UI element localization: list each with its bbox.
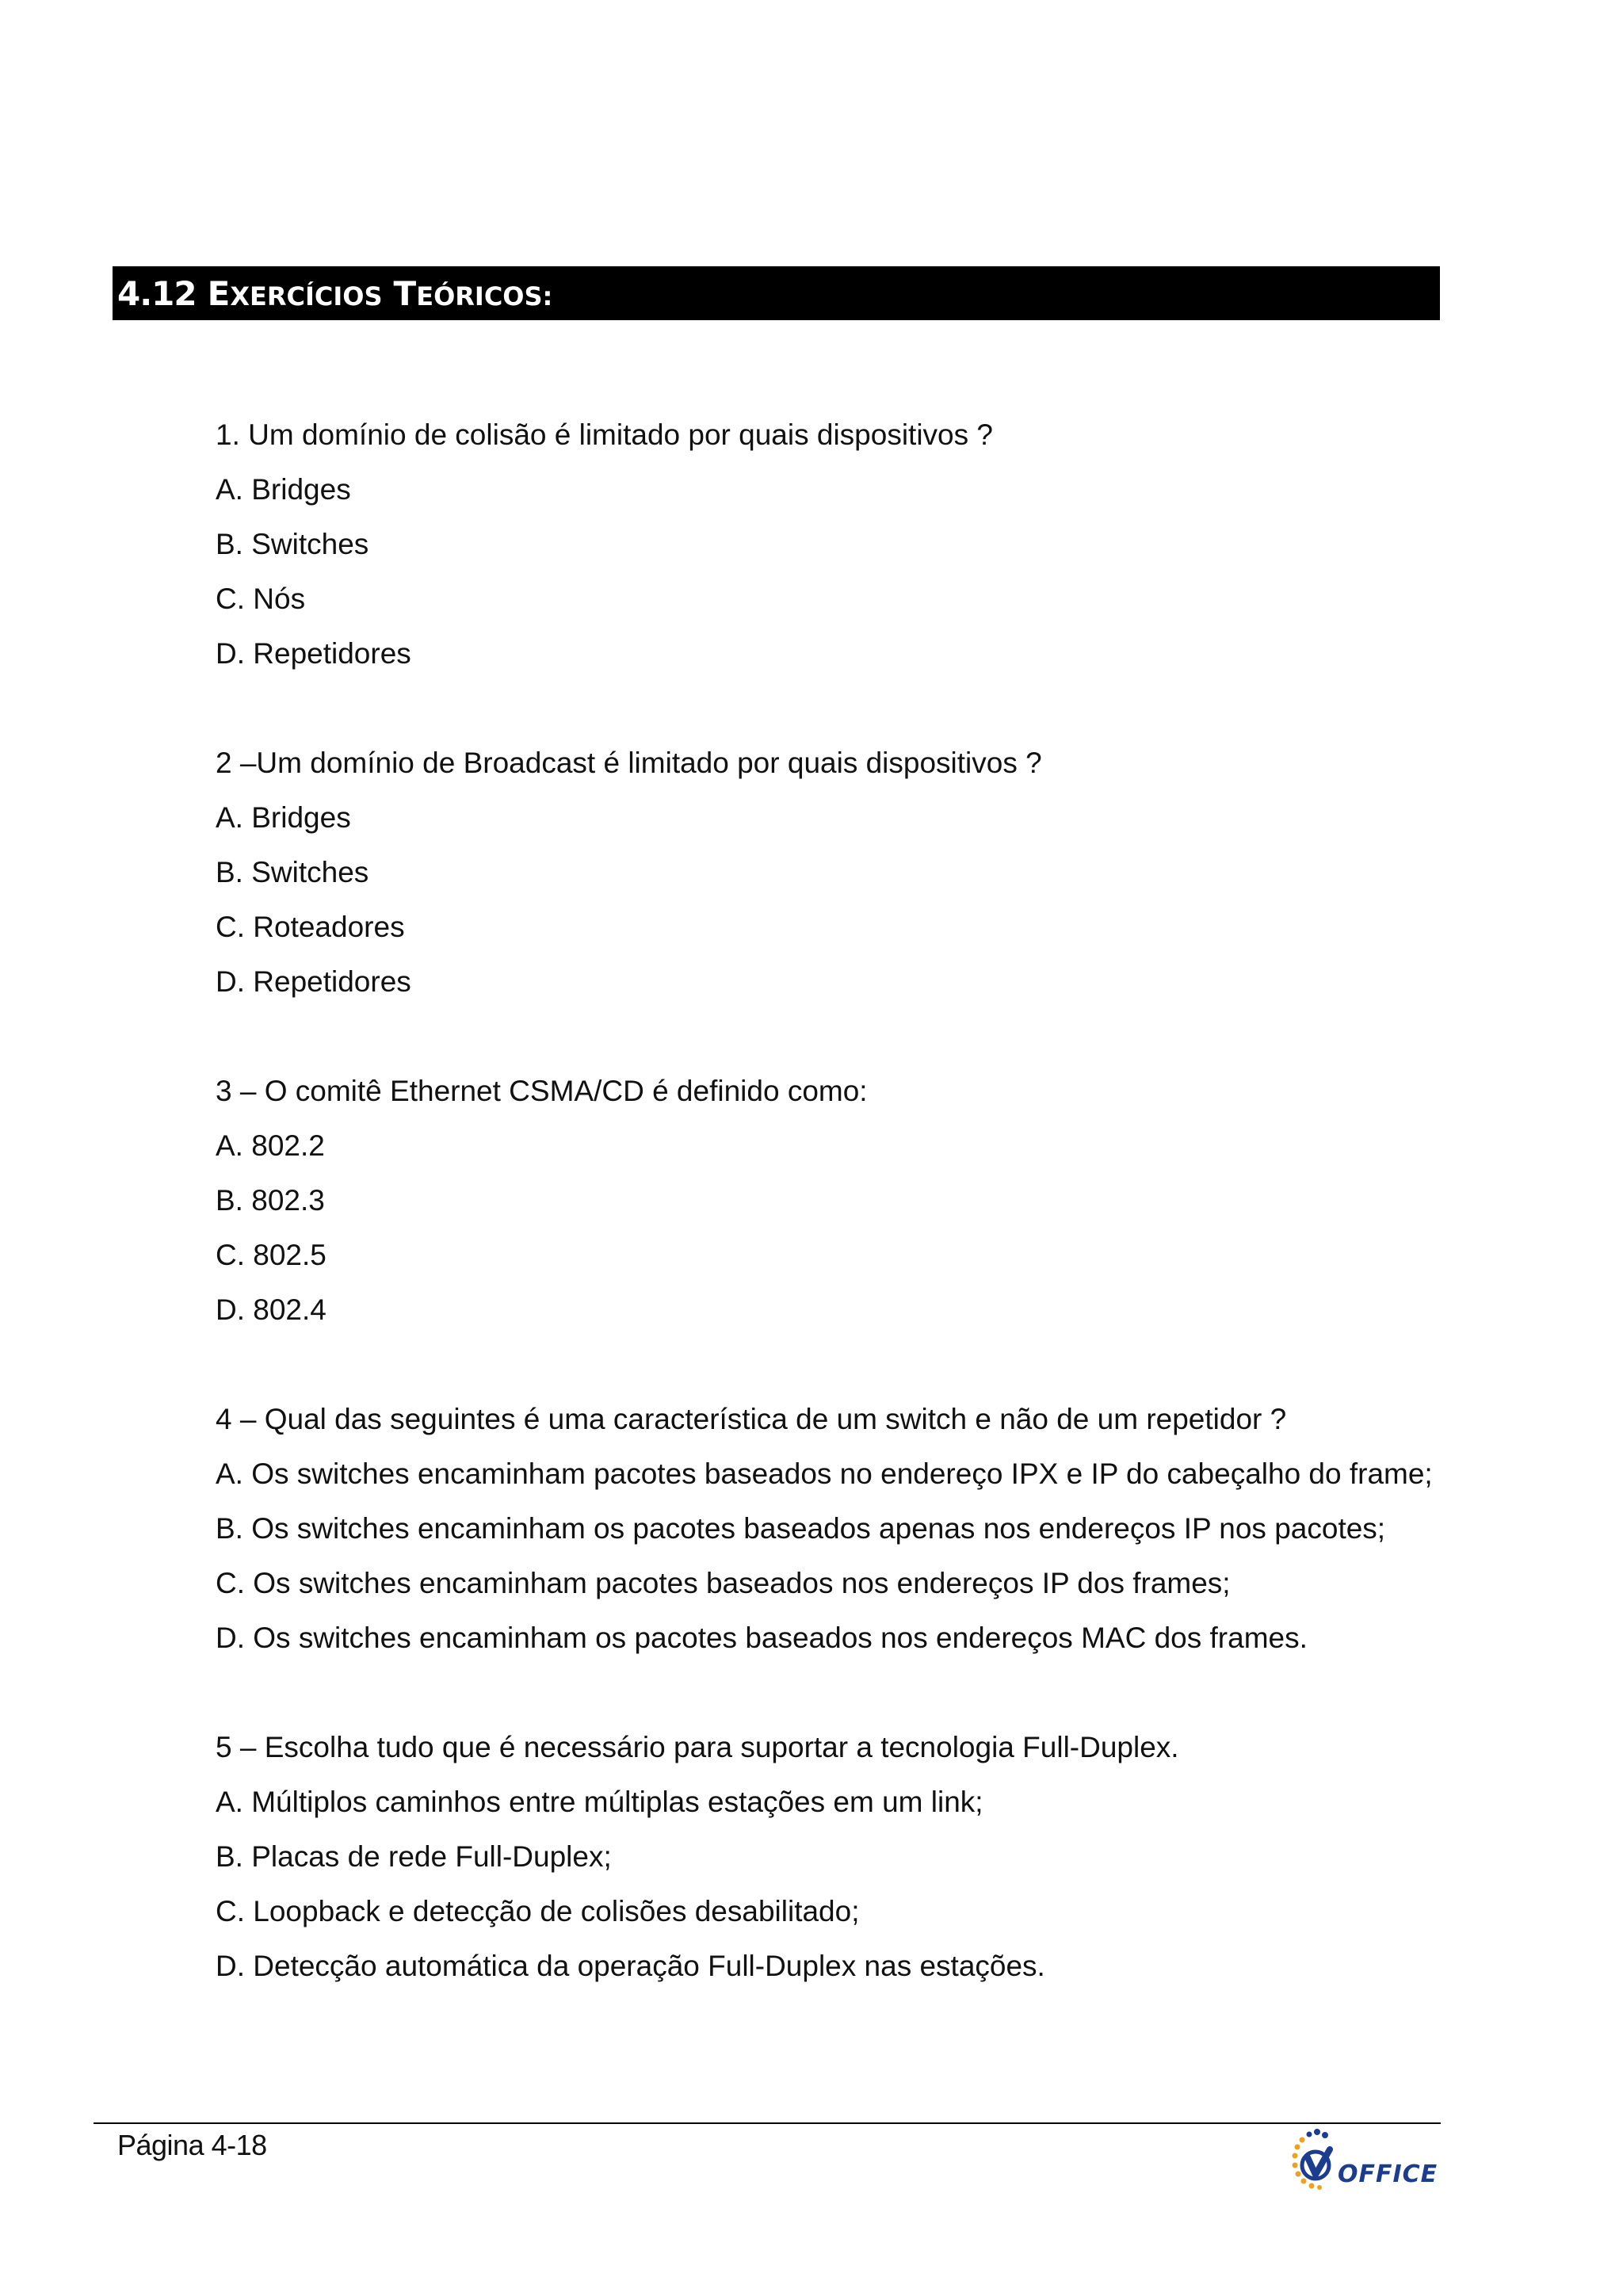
section-title-word-1-rest: XERCÍCIOS <box>230 281 383 311</box>
section-title-word-2-rest: EÓRICOS: <box>416 281 553 311</box>
answer-option: A. Bridges <box>216 801 351 834</box>
question-prompt: 1. Um domínio de colisão é limitado por quais dispositivos ? <box>216 418 993 451</box>
answer-option: B. Placas de rede Full-Duplex; <box>216 1840 612 1873</box>
section-title-word-1 <box>208 274 383 313</box>
answer-option: A. Múltiplos caminhos entre múltiplas estações em um link; <box>216 1786 983 1818</box>
answer-option: B. Switches <box>216 528 369 560</box>
section-title-word-2 <box>394 274 553 313</box>
answer-option: B. Switches <box>216 856 369 888</box>
answer-option: A. Bridges <box>216 473 351 506</box>
v-office-logo <box>1282 2126 1441 2197</box>
answer-option: B. 802.3 <box>216 1184 325 1217</box>
answer-option: C. Os switches encaminham pacotes baseados nos endereços IP dos frames; <box>216 1567 1231 1599</box>
page-number: Página 4-18 <box>117 2129 267 2161</box>
question-prompt: 3 – O comitê Ethernet CSMA/CD é definido como: <box>216 1075 868 1107</box>
logo-wordmark: OFFICE <box>1338 2160 1438 2188</box>
section-title-word-1-initial: E <box>207 273 231 313</box>
question-prompt: 4 – Qual das seguintes é uma característica de um switch e não de um repetidor ? <box>216 1403 1287 1435</box>
question-prompt: 2 –Um domínio de Broadcast é limitado por quais dispositivos ? <box>216 747 1042 779</box>
question-list <box>216 407 1436 2048</box>
question-3 <box>216 1064 1436 1337</box>
answer-option: C. Loopback e detecção de colisões desabilitado; <box>216 1895 860 1927</box>
question-4 <box>216 1392 1436 1665</box>
answer-option: D. 802.4 <box>216 1293 327 1326</box>
answer-option: D. Detecção automática da operação Full-Duplex nas estações. <box>216 1950 1045 1982</box>
answer-option: A. 802.2 <box>216 1129 325 1162</box>
answer-option: D. Os switches encaminham os pacotes baseados nos endereços MAC dos frames. <box>216 1622 1308 1654</box>
answer-option: D. Repetidores <box>216 637 411 670</box>
section-number: 4.12 <box>117 273 197 313</box>
answer-option: C. 802.5 <box>216 1239 327 1271</box>
footer-divider <box>94 2122 1441 2124</box>
answer-option: C. Nós <box>216 583 306 615</box>
question-prompt: 5 – Escolha tudo que é necessário para suportar a tecnologia Full-Duplex. <box>216 1731 1179 1763</box>
answer-option: C. Roteadores <box>216 911 405 943</box>
question-1 <box>216 407 1436 681</box>
answer-option: B. Os switches encaminham os pacotes baseados apenas nos endereços IP nos pacotes; <box>216 1512 1386 1545</box>
answer-option: D. Repetidores <box>216 965 411 998</box>
section-title-word-2-initial: T <box>393 273 417 313</box>
question-2 <box>216 735 1436 1009</box>
answer-option: A. Os switches encaminham pacotes baseados no endereço IPX e IP do cabeçalho do frame; <box>216 1457 1433 1490</box>
v-office-logo-icon <box>1282 2126 1346 2197</box>
section-heading <box>113 266 1440 320</box>
question-5 <box>216 1720 1436 1993</box>
